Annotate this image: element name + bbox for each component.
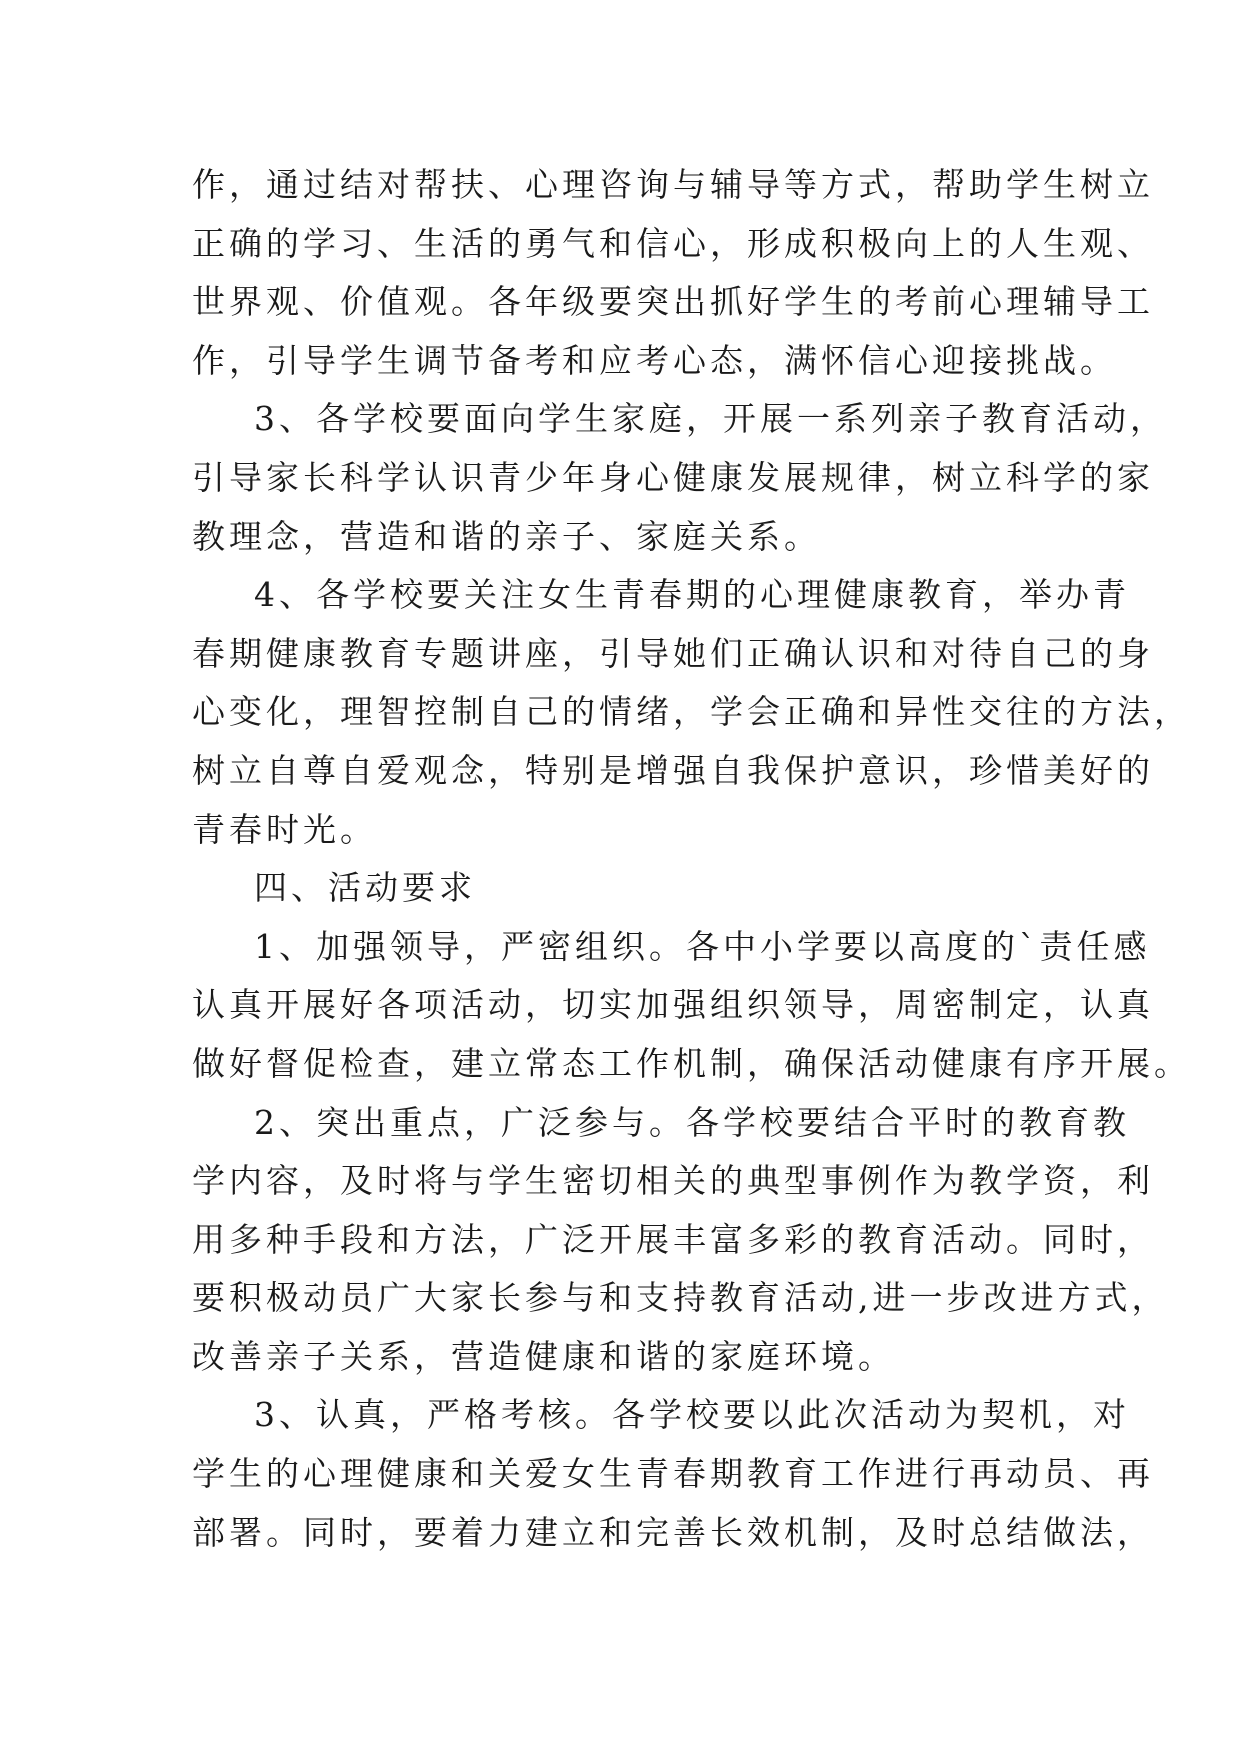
- text-line: 作，通过结对帮扶、心理咨询与辅导等方式，帮助学生树立: [192, 165, 1154, 204]
- text-line: 春期健康教育专题讲座，引导她们正确认识和对待自己的身: [192, 633, 1154, 673]
- text-line: 学生的心理健康和关爱女生青春期教育工作进行再动员、再: [192, 1454, 1154, 1494]
- text-line: 青春时光。: [192, 809, 377, 849]
- text-line: 3、认真，严格考核。各学校要以此次活动为契机，对: [254, 1395, 1130, 1435]
- text-line: 认真开展好各项活动，切实加强组织领导，周密制定，认真: [192, 985, 1154, 1025]
- text-line: 部署。同时，要着力建立和完善长效机制，及时总结做法，: [192, 1512, 1154, 1552]
- text-line: 作，引导学生调节备考和应考心态，满怀信心迎接挑战。: [192, 340, 1117, 380]
- text-line: 用多种手段和方法，广泛开展丰富多彩的教育活动。同时，: [192, 1219, 1154, 1259]
- text-line: 要积极动员广大家长参与和支持教育活动,进一步改进方式，: [192, 1278, 1169, 1318]
- text-line: 2、突出重点，广泛参与。各学校要结合平时的教育教: [254, 1102, 1130, 1142]
- text-line: 引导家长科学认识青少年身心健康发展规律，树立科学的家: [192, 457, 1154, 497]
- text-line: 教理念，营造和谐的亲子、家庭关系。: [192, 516, 821, 556]
- text-line: 4、各学校要关注女生青春期的心理健康教育，举办青: [254, 575, 1130, 615]
- section-heading: 四、活动要求: [254, 868, 476, 908]
- text-line: 学内容，及时将与学生密切相关的典型事例作为教学资，利: [192, 1161, 1154, 1201]
- text-line: 1、加强领导，严密组织。各中小学要以高度的`责任感: [254, 926, 1151, 966]
- text-line: 心变化，理智控制自己的情绪，学会正确和异性交往的方法，: [192, 692, 1191, 732]
- text-line: 树立自尊自爱观念，特别是增强自我保护意识，珍惜美好的: [192, 750, 1154, 790]
- text-line: 做好督促检查，建立常态工作机制，确保活动健康有序开展。: [192, 1043, 1191, 1083]
- text-line: 3、各学校要面向学生家庭，开展一系列亲子教育活动，: [254, 399, 1167, 439]
- text-line: 改善亲子关系，营造健康和谐的家庭环境。: [192, 1336, 895, 1376]
- text-line: 世界观、价值观。各年级要突出抓好学生的考前心理辅导工: [192, 282, 1154, 322]
- document-body: [192, 156, 1191, 1562]
- text-line: 正确的学习、生活的勇气和信心，形成积极向上的人生观、: [192, 223, 1154, 263]
